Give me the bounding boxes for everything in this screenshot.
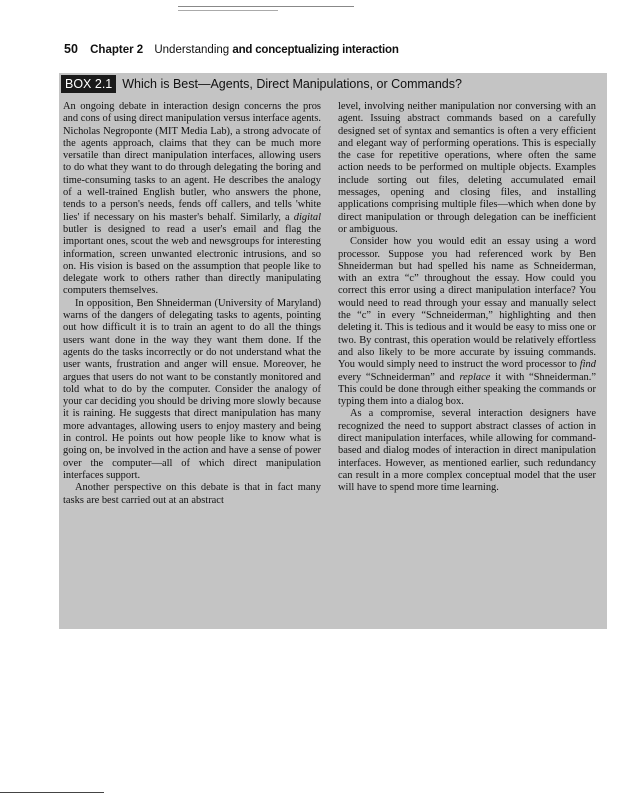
left-paragraph-1: An ongoing debate in interaction design concerns the pros and cons of using direct manipulation versus interface agents. Nicholas Negroponte (MIT Media Lab), a strong advocate of the agents approach, claims that they can be much more versatile than direct manipulation interfaces, allowing users to do what they want to do through delegating the boring and time-consuming tasks to an agent. He describes the analogy of a well-trained English butler, who answers the phone, tends to a person's needs, fends off callers, and tells 'white lies' if necessary on his master's behalf. Similarly, a digital butler is designed to read a user's email and flag the important ones, scout the web and newsgroups for interesting information, screen unwanted electronic intrusions, and so on. His vision is based on the assumption that people like to delegate work to others rather than directly manipulating computers themselves. [63, 101, 321, 297]
chapter-title-part-a: Understanding [154, 44, 230, 56]
chapter-title-part-b: and conceptualizing interaction [232, 44, 399, 56]
left-paragraph-3: Another perspective on this debate is that in fact many tasks are best carried out at an abstract [63, 482, 321, 506]
right-paragraph-1: level, involving neither manipulation nor conversing with an agent. Issuing abstract commands based on a carefully designed set of syntax and semantics is often a very efficient and elegant way of performing operations. This is especially the case for repetitive operations, where often the same action needs to be performed on multiple objects. Examples include sorting out files, deleting accumulated email messages, opening and closing files, and installing applications comprising multiple files—which when done by direct manipulation or through delegation can be inefficient or ambiguous. [338, 101, 596, 235]
box-title-bar [61, 75, 462, 93]
box-heading: Which is Best—Agents, Direct Manipulations, or Commands? [122, 77, 462, 91]
right-paragraph-2: Consider how you would edit an essay using a word processor. Suppose you had referenced work by Ben Shneiderman but had spelled his name as Schneiderman, with an extra “c” throughout the essay. How could you correct this error using a direct manipulation interface? You would need to read through your essay and manually select the “c” in every “Schneiderman,” highlighting and then deleting it. This is tedious and it would be easy to miss one or two. By contrast, this operation would be relatively effortless and also likely to be more accurate by issuing commands. You would simply need to instruct the word processor to find every “Schneiderman” and replace it with “Shneiderman.” This could be done through either speaking the commands or typing them into a dialog box. [338, 236, 596, 408]
bottom-rule [0, 792, 104, 793]
top-rule [178, 6, 354, 7]
emphasis-replace: replace [459, 371, 491, 383]
top-rule-secondary [178, 10, 278, 11]
left-column [63, 101, 321, 507]
emphasis-find: find [579, 359, 596, 371]
right-paragraph-3: As a compromise, several interaction designers have recognized the need to support abstract classes of action in direct manipulation interfaces, while allowing for command-based and dialog modes of interaction in direct manipulation interfaces. However, as mentioned earlier, such redundancy can result in a more complex conceptual model that the user will have to spend more time learning. [338, 408, 596, 494]
right-column [338, 101, 596, 495]
left-paragraph-2: In opposition, Ben Shneiderman (University of Maryland) warns of the dangers of delegating tasks to agents, pointing out how difficult it is to train an agent to do all the things users want done in the way they want them done. If the agents do the tasks incorrectly or do not understand what the user wants, frustration and anger will ensue. Moreover, he argues that users do not want to be constantly monitored and told what to do by the computer. Consider the analogy of your car deciding you should be driving more slowly because it is raining. He suggests that direct manipulation has many more advantages, allowing users to enjoy mastery and being in control. He points out how people like to know what is going on, be involved in the action and have a sense of power over the computer—all of which direct manipulation interfaces support. [63, 297, 321, 481]
running-header [64, 42, 399, 56]
page-number: 50 [64, 42, 78, 56]
chapter-label: Chapter 2 [90, 44, 144, 56]
box-label: BOX 2.1 [61, 75, 116, 93]
emphasis-digital: digital [293, 211, 321, 223]
sidebar-box [59, 73, 607, 629]
